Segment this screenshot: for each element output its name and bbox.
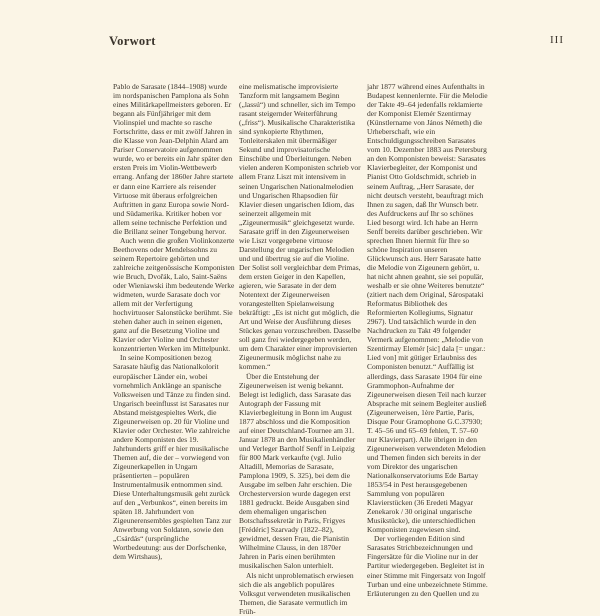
paragraph: In seine Kompositionen bezog Sarasate häufig das Nationalkolorit europäischer Länder ein, wobei vornehmlich Anklänge an spanische Volksweisen und Tänze zu finden sind. Ungarisch beeinflusst ist Sarasates nur Abstand meistgespieltes Werk, die Zigeunerweisen op. 20 für Violine und Klavier oder Orchester. Wie zahlreiche andere Komponisten des 19. Jahrhunderts griff er hier musikalische Themen auf, die der – vorwiegend von Zigeunerkapellen in Ungarn präsentierten – populären Instrumentalmusik entnommen sind. Diese Unterhaltungsmusik geht zurück auf den „Verbunkos“, einen bereits im späten 18. Jahrhundert von Zigeunerensembles gespielten Tanz zur Anwerbung von Soldaten, sowie den „Csárdás“ (ursprüngliche Wortbedeutung: aus der Dorfschenke, dem Wirtshaus), [113, 353, 232, 562]
paragraph: Der vorliegenden Edition sind Sarasates Strichbezeichnungen und Fingersätze für die Violine nur in der Partitur wiedergegeben. Begleitet ist in einer Stimme mit Fingersatz von Ingolf Turban und eine unbezeichnete Stimme. Erläuterungen zu den Quellen und zu [367, 534, 488, 598]
paragraph: Auch wenn die großen Violinkonzerte Beethovens oder Mendelssohns zu seinem Repertoire gehörten und zahlreiche zeitgenössische Komponisten wie Bruch, Dvořák, Lalo, Saint-Saëns oder Wieniawski ihm bedeutende Werke widmeten, wurde Sarasate doch vor allem mit der Verfertigung hochvirtuoser Salonstücke berühmt. Sie stehen daher auch in seinen eigenen, ganz auf die Besetzung Violine und Klavier oder Violine und Orchester konzentrierten Werken im Mittelpunkt. [113, 235, 235, 354]
text-column-2 [239, 82, 361, 616]
paragraph: Als nicht unproblematisch erwiesen sich die als angeblich populäres Volksgut verwendeten musikalischen Themen, die Sarasate vermutlich im Früh- [239, 570, 354, 616]
paragraph: eine melismatische improvisierte Tanzform mit langsamem Beginn („lassú“) und schneller, sich im Tempo rasant steigernder Weiterführung („friss“). Musikalische Charakteristika sind synkopierte Rhythmen, Tonleiterskalen mit übermäßiger Sekund und improvisatorische Einschübe und Überleitungen. Neben vielen anderen Komponisten schrieb vor allem Franz Liszt mit intensivem in seinen Ungarischen Nationalmelodien und Ungarischen Rhapsodien für Klavier diesen ungarischen Idiom, das seinerzeit allgemein mit „Zigeunermusik“ gleichgesetzt wurde. Sarasate griff in den Zigeunerweisen wie Liszt vorgegebene virtuose Darstellung der ungarischen Melodien und und übertrug sie auf die Violine. Der Solist soll vergleichbar dem Primas, dem ersten Geiger in den Kapellen, agieren, wie Sarasate in der dem Notentext der Zigeunerweisen vorangestellten Spielanweisung bekräftigt: „Es ist nicht gut möglich, die Art und Weise der Ausführung dieses Stückes genau vorzuschreiben. Dasselbe soll ganz frei wiedergegeben werden, um dem Charakter einer improvisierten Zigeunermusik möglichst nahe zu kommen.“ [239, 82, 361, 372]
page-title: Vorwort [109, 34, 156, 48]
paragraph: Pablo de Sarasate (1844–1908) wurde im nordspanischen Pamplona als Sohn eines Militärkapellmeisters geboren. Er begann als Fünfjähriger mit dem Violinspiel und machte so rasche Fortschritte, dass er mit zwölf Jahren in die Klasse von Jean-Delphin Alard am Pariser Conservatoire aufgenommen wurde, wo er bereits ein Jahr später den ersten Preis im Violin-Wettbewerb errang. Anfang der 1860er Jahre startete er dann eine Karriere als reisender Virtuose mit überaus erfolgreichen Auftritten in ganz Europa sowie Nord- und Südamerika. Kritiker hoben vor allem seine technische Perfektion und die Brillanz seiner Tongebung hervor. [113, 82, 234, 236]
paragraph: Über die Entstehung der Zigeunerweisen ist wenig bekannt. Belegt ist lediglich, dass Sarasate das Autograph der Fassung mit Klavierbegleitung in Bonn im August 1877 abschloss und die Komposition auf einer Deutschland-Tournee am 31. Januar 1878 an den Musikalienhändler und Verleger Bartholf Senff in Leipzig für 800 Mark verkaufte (vgl. Julio Altadill, Memorias de Sarasate, Pamplona 1909, S. 325), bei dem die Ausgabe im selben Jahr erschien. Die Orchesterversion wurde dagegen erst 1881 gedruckt. Beide Ausgaben sind dem ehemaligen ungarischen Botschaftssekretär in Paris, Frigyes [Frédéric] Szarvady (1822–82), gewidmet, dessen Frau, die Pianistin Wilhelmine Clauss, in den 1870er Jahren in Paris einen berühmten musikalischen Salon unterhielt. [239, 371, 356, 571]
paragraph: jahr 1877 während eines Aufenthalts in Budapest kennenlernte. Für die Melodie der Takte 49–64 jedenfalls reklamierte der Komponist Elemér Szentirmay (Künstlername von János Németh) die Urheberschaft, wie ein Entschuldigungsschreiben Sarasates vom 10. Dezember 1883 aus Petersburg an den Komponisten beweist: Sarasates Klavierbegleiter, der Komponist und Pianist Otto Goldschmidt, schrieb in seinem Auftrag, „Herr Sarasate, der nicht deutsch versteht, beauftragt mich Ihnen zu sagen, daß Ihr Wunsch betr. des Aufdruckens auf Ihr so schönes Lied besorgt wird. Ich habe an Herrn Senff bereits darüber geschrieben. Wir sprechen Ihnen hiermit für Ihre so schöne Inspiration unseren Glückwunsch aus. Herr Sarasate hatte die Melodie von Zigeunern gehört, u. hat nicht ahnen geahnt, sie sei populär, weshalb er sie ohne Weiteres benutzte“ (zitiert nach dem Original, Sárospataki Reformatus Bibliothek des Reformierten Kollegiums, Signatur 2967). Und tatsächlich wurde in den Nachdrucken zu Takt 49 folgender Vermerk aufgenommen: „Melodie von Szentirmay Elemér [sic] dala [= ungar.: Lied von] mit gütiger Erlaubniss des Componisten benutzt.“ Auffällig ist allerdings, dass Sarasate 1904 für eine Grammophon-Aufnahme der Zigeunerweisen diesen Teil nach kurzer Absprache mit seinem Begleiter ausließ (Zigeunerweisen, 1ère Partie, Paris, Disque Pour Gramophone G.C.37930; T. 45–56 und 65–69 fehlen, T. 57–60 nur Klavierpart). Alle übrigen in den Zigeunerweisen verwendeten Melodien und Themen finden sich bereits in der vom Direktor des ungarischen Nationalkonservatoriums Ede Bartay 1853/54 in Pest herausgegebenen Sammlung von populären Klavierstücken (36 Eredeti Magyar Zenekarok / 30 original ungarische Musikstücke), die unterschiedlichen Komponisten zugewiesen sind. [367, 82, 488, 535]
text-column-3 [367, 82, 489, 598]
page-number: III [550, 34, 564, 46]
text-column-1 [113, 82, 235, 561]
